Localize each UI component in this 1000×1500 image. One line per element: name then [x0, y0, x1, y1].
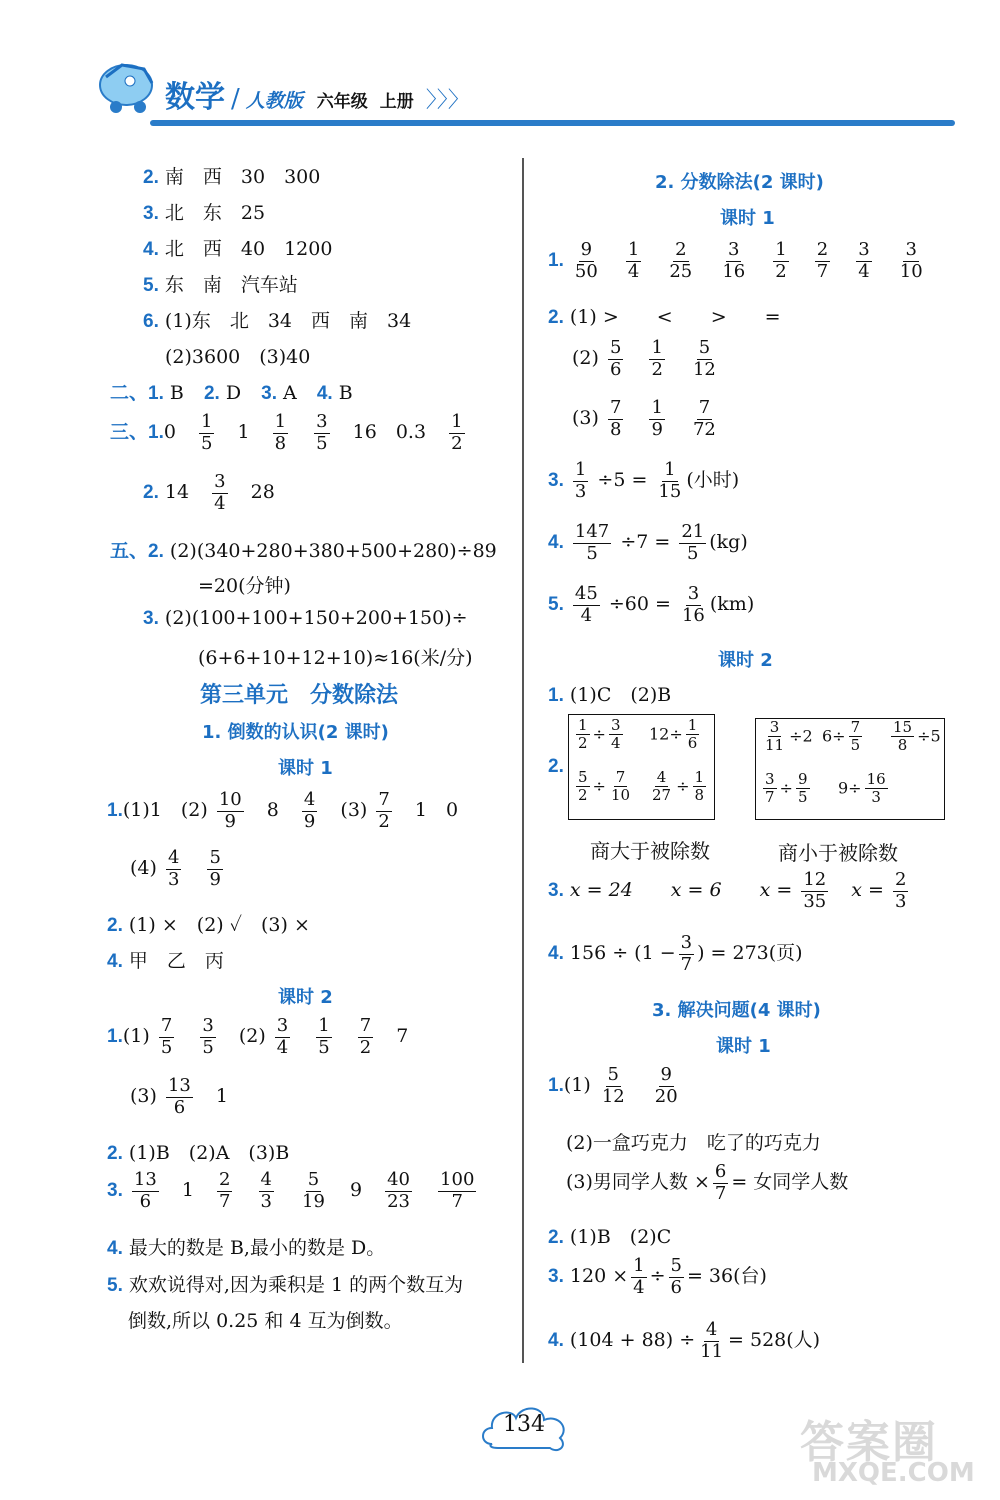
fraction: $\frac{2}{7}$	[219, 1169, 231, 1212]
answer-b5: 5. 欢欢说得对,因为乘积是 1 的两个数互为	[107, 1274, 464, 1296]
answer-e2: 2. (1)B (2)C	[548, 1226, 672, 1248]
answer-e1b: (2)一盒巧克力 吃了的巧克力	[566, 1132, 821, 1154]
fraction: $\frac{7}{5}$	[160, 1015, 173, 1058]
answer-a1b: (4) $\frac{4}{3}$ $\frac{5}{9}$	[130, 847, 221, 890]
fraction: $\frac{2}{7}$	[816, 239, 829, 282]
fraction: $\frac{9}{50}$	[574, 239, 598, 282]
header-rule	[150, 120, 955, 126]
fraction: $\frac{1}{4}$	[627, 239, 640, 282]
lesson-title-r3: 课时 1	[716, 1036, 771, 1057]
fraction: $\frac{7}{2}$	[359, 1015, 372, 1058]
answer-e1c: (3)男同学人数 × $\frac{6}{7}$ = 女同学人数	[566, 1161, 849, 1204]
fraction: $\frac{100}{7}$	[440, 1169, 475, 1212]
answer-l3: 3. 北 东 25	[143, 202, 266, 224]
fraction: $\frac{1}{15}$	[658, 459, 682, 502]
answer-e4: 4. (104 + 88) ÷ $\frac{4}{11}$ = 528(人)	[548, 1319, 821, 1362]
fraction: $\frac{5}{12}$	[601, 1064, 625, 1107]
fraction: $\frac{4}{3}$	[167, 847, 180, 890]
lesson-title-1: 课时 1	[278, 758, 333, 779]
header-edition: 人教版	[245, 90, 303, 112]
answer-d1: 1. (1)C (2)B	[548, 684, 672, 706]
answer-e1: 1.(1) $\frac{5}{12}$ $\frac{9}{20}$	[548, 1064, 678, 1107]
answer-c3: 3. $\frac{1}{3}$ ÷5 = $\frac{1}{15}$ (小时)	[548, 459, 740, 502]
answer-a4: 4. 甲 乙 丙	[107, 950, 224, 972]
answer-l4: 4. 北 西 40 1200	[143, 238, 333, 260]
fraction: $\frac{13}{6}$	[167, 1075, 191, 1118]
answer-e3: 3. 120 × $\frac{1}{4}$ ÷ $\frac{5}{6}$ = 36(台)	[548, 1255, 767, 1298]
answer-b1b: (3) $\frac{13}{6}$ 1	[130, 1075, 229, 1118]
answer-c2b: (2) $\frac{5}{6}$ $\frac{1}{2}$ $\frac{5}{12}$	[572, 337, 716, 380]
answer-wu-3b: (6+6+10+12+10)≈16(米/分)	[198, 647, 473, 669]
fraction: $\frac{1}{2}$	[651, 337, 663, 380]
answer-c2: 2. (1) > < > =	[548, 306, 781, 328]
watermark-text: 答案圈	[800, 1417, 938, 1468]
header-volume: 上册	[379, 92, 414, 112]
fraction: $\frac{3}{16}$	[722, 239, 746, 282]
answer-l2: 2. 南 西 30 300	[143, 166, 321, 188]
fraction: $\frac{3}{5}$	[202, 1015, 214, 1058]
fraction: $\frac{2}{3}$	[895, 869, 907, 912]
answer-a1: 1.(1)1 (2) $\frac{10}{9}$ 8 $\frac{4}{9}$ (3) $\frac{7}{2}$ 1 0	[107, 789, 459, 832]
fraction: $\frac{9}{20}$	[654, 1064, 678, 1107]
answer-c2c: (3) $\frac{7}{8}$ $\frac{1}{9}$ $\frac{7}{72}$	[572, 397, 716, 440]
answer-d4: 4. 156 ÷ (1 − $\frac{3}{7}$ ) = 273(页)	[548, 932, 803, 975]
answer-b2: 2. (1)B (2)A (3)B	[107, 1142, 290, 1164]
answer-wu-2b: =20(分钟)	[198, 575, 291, 597]
fraction: $\frac{5}{9}$	[209, 847, 221, 890]
fraction: $\frac{3}{4}$	[214, 471, 226, 514]
fraction: $\frac{21}{5}$	[681, 521, 705, 564]
section-title-2: 2. 分数除法(2 课时)	[655, 172, 824, 193]
fraction: $\frac{5}{6}$	[670, 1255, 682, 1298]
fraction: $\frac{3}{10}$	[899, 239, 923, 282]
lesson-title-r2: 课时 2	[718, 650, 773, 671]
header-subject: 数学	[165, 80, 225, 115]
header-arrows: 〉〉〉	[425, 88, 470, 113]
answer-c4: 4. $\frac{147}{5}$ ÷7 = $\frac{21}{5}$ (kg)	[548, 521, 748, 564]
fraction: $\frac{3}{16}$	[681, 583, 705, 626]
fraction: $\frac{1}{5}$	[318, 1015, 330, 1058]
answer-l5: 5. 东 南 汽车站	[143, 274, 298, 296]
fraction: $\frac{1}{8}$	[274, 411, 287, 454]
fraction: $\frac{4}{3}$	[260, 1169, 272, 1212]
caption-quotient-greater: 商大于被除数	[590, 839, 710, 863]
lesson-title-r1: 课时 1	[720, 208, 775, 229]
header-grade: 六年级	[316, 92, 368, 112]
page-number: 134	[503, 1412, 545, 1437]
fraction: $\frac{7}{2}$	[378, 789, 390, 832]
fraction: $\frac{10}{9}$	[218, 789, 242, 832]
answer-wu-2: 五、2. (2)(340+280+380+500+280)÷89	[110, 540, 497, 562]
fraction: $\frac{7}{72}$	[692, 397, 716, 440]
answer-wu-3: 3. (2)(100+100+150+200+150)÷	[143, 607, 468, 629]
answer-c5: 5. $\frac{45}{4}$ ÷60 = $\frac{3}{16}$ (km)	[548, 583, 755, 626]
answer-l6b: (2)3600 (3)40	[165, 346, 311, 368]
answer-l6: 6. (1)东 北 34 西 南 34	[143, 310, 412, 332]
fraction: $\frac{3}{5}$	[316, 411, 328, 454]
fraction: $\frac{4}{9}$	[303, 789, 316, 832]
fraction: $\frac{3}{7}$	[680, 932, 693, 975]
fraction: $\frac{1}{2}$	[451, 411, 463, 454]
fraction: $\frac{4}{11}$	[700, 1319, 724, 1362]
answer-d3: 3. x = 24 x = 6 x = $\frac{12}{35}$ x = $\frac{2}{3}$	[548, 869, 907, 912]
answer-b3: 3. $\frac{13}{6}$ 1 $\frac{2}{7}$ $\frac{4}{3}$ $\frac{5}{19}$ 9 $\frac{40}{23}$ $\frac{100}{7}$	[107, 1169, 475, 1212]
column-divider	[522, 158, 524, 1363]
answer-b1: 1.(1) $\frac{7}{5}$ $\frac{3}{5}$ (2) $\frac{3}{4}$ $\frac{1}{5}$ $\frac{7}{2}$ 7	[107, 1015, 409, 1058]
fraction: $\frac{13}{6}$	[133, 1169, 157, 1212]
fraction: $\frac{1}{5}$	[201, 411, 213, 454]
fraction: $\frac{3}{4}$	[276, 1015, 289, 1058]
header-mascot	[92, 55, 162, 117]
fraction: $\frac{2}{25}$	[669, 239, 693, 282]
answer-a2: 2. (1) × (2) ✓ (3) ×	[107, 914, 310, 936]
fraction: $\frac{7}{8}$	[609, 397, 622, 440]
caption-quotient-less: 商小于被除数	[778, 841, 898, 865]
answer-c1: 1. $\frac{9}{50}$ $\frac{1}{4}$ $\frac{2}{25}$ $\frac{3}{16}$ $\frac{1}{2}$ $\frac{2}{7}$ $\frac{3}{4}$ $\frac{3}{10}$	[548, 239, 923, 282]
fraction: $\frac{6}{7}$	[714, 1161, 727, 1204]
fraction: $\frac{1}{4}$	[633, 1255, 645, 1298]
fraction: $\frac{5}{12}$	[692, 337, 716, 380]
answer-d2-number: 2.	[548, 756, 564, 777]
fraction: $\frac{45}{4}$	[574, 583, 598, 626]
box-quotient-greater: $\frac{1}{2}$ ÷ $\frac{3}{4}$ 12÷ $\frac{1}{6}$ $\frac{5}{2}$ ÷ $\frac{7}{10}$ $\frac{4}{27}$ ÷ $\frac{1}{8}$	[568, 714, 715, 820]
fraction: $\frac{147}{5}$	[574, 521, 610, 564]
section-title-3: 3. 解决问题(4 课时)	[652, 1000, 821, 1021]
box-quotient-less: $\frac{3}{11}$ ÷2 6÷ $\frac{7}{5}$ $\frac{15}{8}$ ÷5 $\frac{3}{7}$ ÷ $\frac{9}{5}$ 9÷ $\frac{16}{3}$	[755, 718, 945, 820]
fraction: $\frac{1}{9}$	[651, 397, 663, 440]
answer-section-er: 二、1. B 2. D 3. A 4. B	[110, 382, 353, 404]
fraction: $\frac{5}{6}$	[609, 337, 622, 380]
fraction: $\frac{5}{19}$	[302, 1169, 325, 1212]
fraction: $\frac{40}{23}$	[387, 1169, 410, 1212]
answer-b5b: 倒数,所以 0.25 和 4 互为倒数。	[128, 1310, 403, 1332]
fraction: $\frac{1}{3}$	[574, 459, 587, 502]
fraction: $\frac{3}{4}$	[858, 239, 870, 282]
answer-section-san-1: 三、1.0 $\frac{1}{5}$ 1 $\frac{1}{8}$ $\frac{3}{5}$ 16 0.3 $\frac{1}{2}$	[110, 411, 463, 454]
watermark-url: MXQE.COM	[812, 1458, 975, 1488]
lesson-title-2: 课时 2	[278, 987, 333, 1008]
answer-b4: 4. 最大的数是 B,最小的数是 D。	[107, 1237, 386, 1259]
fraction: $\frac{12}{35}$	[803, 869, 827, 912]
section-title-1: 1. 倒数的认识(2 课时)	[202, 722, 389, 743]
answer-san-2: 2. 14 $\frac{3}{4}$ 28	[143, 471, 275, 514]
fraction: $\frac{1}{2}$	[775, 239, 787, 282]
unit-title: 第三单元 分数除法	[200, 683, 399, 708]
